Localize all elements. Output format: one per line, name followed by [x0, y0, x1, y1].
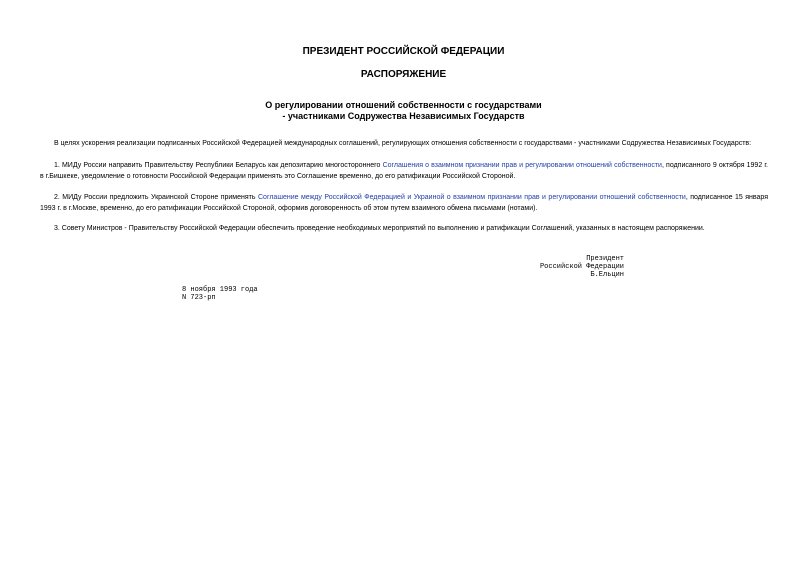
- signature-block: [540, 255, 624, 279]
- document-number: N 723-рп: [182, 294, 216, 302]
- paragraph-2: [40, 192, 768, 214]
- intro-paragraph: В целях ускорения реализации подписанных Российской Федерацией международных соглашений, регулирующих отношения собственности с государствами - участниками Содружества Независимых Государств:: [54, 140, 752, 147]
- document-title-line-1: О регулировании отношений собственности с государствами: [265, 100, 542, 110]
- signature-name: Б.Ельцин: [590, 271, 624, 279]
- signature-country: Российской Федерации: [539, 263, 624, 271]
- document-type-heading: РАСПОРЯЖЕНИЕ: [360, 69, 447, 80]
- document-title: [0, 100, 807, 122]
- paragraph-2-text-before: 2. МИДу России предложить Украинской Стороне применять: [54, 194, 258, 201]
- agreement-link-mutual-recognition[interactable]: Соглашения о взаимном признании прав и регулировании отношений собственности: [382, 162, 662, 169]
- paragraph-1: [40, 160, 768, 182]
- date-number-block: [182, 286, 258, 302]
- paragraph-3: 3. Совету Министров - Правительству Российской Федерации обеспечить проведение необходимых мероприятий по выполнению и ратификации Соглашений, указанных в настоящем распоряжении.: [54, 225, 705, 232]
- document-date: 8 ноября 1993 года: [182, 286, 258, 294]
- paragraph-1-text-before: 1. МИДу России направить Правительству Республики Беларусь как депозитарию многостороннего: [54, 162, 383, 169]
- president-heading: ПРЕЗИДЕНТ РОССИЙСКОЙ ФЕДЕРАЦИИ: [302, 46, 505, 57]
- paragraph-1-text-after: , подписанного 9 октября 1992 г. в г.Бишкеке, уведомление о готовности Российской Федерации применять это Соглашение временно, до его ратификации Российской Стороной.: [40, 162, 768, 180]
- agreement-link-russia-ukraine[interactable]: Соглашение между Российской Федерацией и Украиной о взаимном признании прав и регулировании отношений собственности: [258, 194, 686, 201]
- document-title-line-2: - участниками Содружества Независимых Государств: [282, 111, 525, 121]
- signature-title: Президент: [586, 255, 624, 263]
- paragraph-2-text-after: , подписанное 15 января 1993 г. в г.Москве, временно, до его ратификации Российской Стороной, оформив договоренность об этом путем взаимного обмена письмами (нотами).: [40, 194, 768, 212]
